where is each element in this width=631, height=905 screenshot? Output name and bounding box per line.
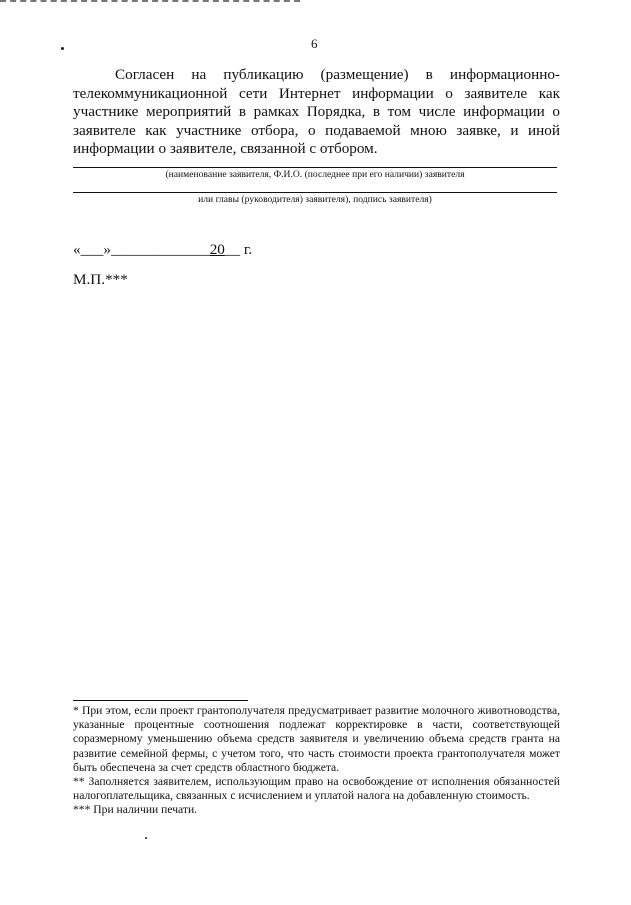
footnote-single-star: * При этом, если проект грантополучателя предусматривает развитие молочного животноводства, указанные процентные соотношения подлежат корректировке в части, соответствующей соразмерному уменьшению объема средств заявителя и увеличению объема средств гранта на развитие семейной фермы, с учетом того, что часть стоимости проекта грантополучателя может быть обеспечена за счет средств областного бюджета.: [73, 704, 560, 774]
applicant-name-caption: (наименование заявителя, Ф.И.О. (последнее при его наличии) заявителя: [165, 169, 465, 180]
date-year-blank: __: [224, 241, 241, 258]
consent-paragraph: Согласен на публикацию (размещение) в информационно-телекоммуникационной сети Интернет информации о заявителе как участнике мероприятий в рамках Порядка, в том числе информации о заявителе как участнике отбора, о подаваемой мною заявке, и иной информации о заявителе, связанной с отбором.: [73, 66, 560, 157]
footnotes: [73, 704, 560, 818]
footnote-triple-star: *** При наличии печати.: [73, 803, 198, 817]
footnote-double-star: ** Заполняется заявителем, использующим право на освобождение от исполнения обязанностей налогоплательщика, связанных с исчислением и уплатой налога на добавленную стоимость.: [73, 775, 560, 803]
applicant-signature-line: [73, 192, 557, 193]
date-month-blank: _____________: [110, 241, 210, 258]
date-open-quote: «: [73, 241, 81, 258]
scan-top-edge-marks: [0, 0, 300, 5]
date-year-prefix: 20: [209, 241, 225, 258]
applicant-signature-caption: или главы (руководителя) заявителя), подпись заявителя): [198, 194, 432, 205]
date-year-suffix: г.: [240, 241, 253, 258]
date-field: [73, 241, 252, 259]
scan-speck: [61, 47, 64, 50]
seal-placeholder: М.П.***: [73, 271, 128, 288]
scan-speck: [145, 837, 147, 839]
footnote-separator: [73, 700, 248, 701]
page-number: 6: [311, 36, 318, 51]
date-day-blank: ___: [80, 241, 104, 258]
date-close-quote: »: [103, 241, 111, 258]
applicant-name-line: [73, 167, 557, 168]
